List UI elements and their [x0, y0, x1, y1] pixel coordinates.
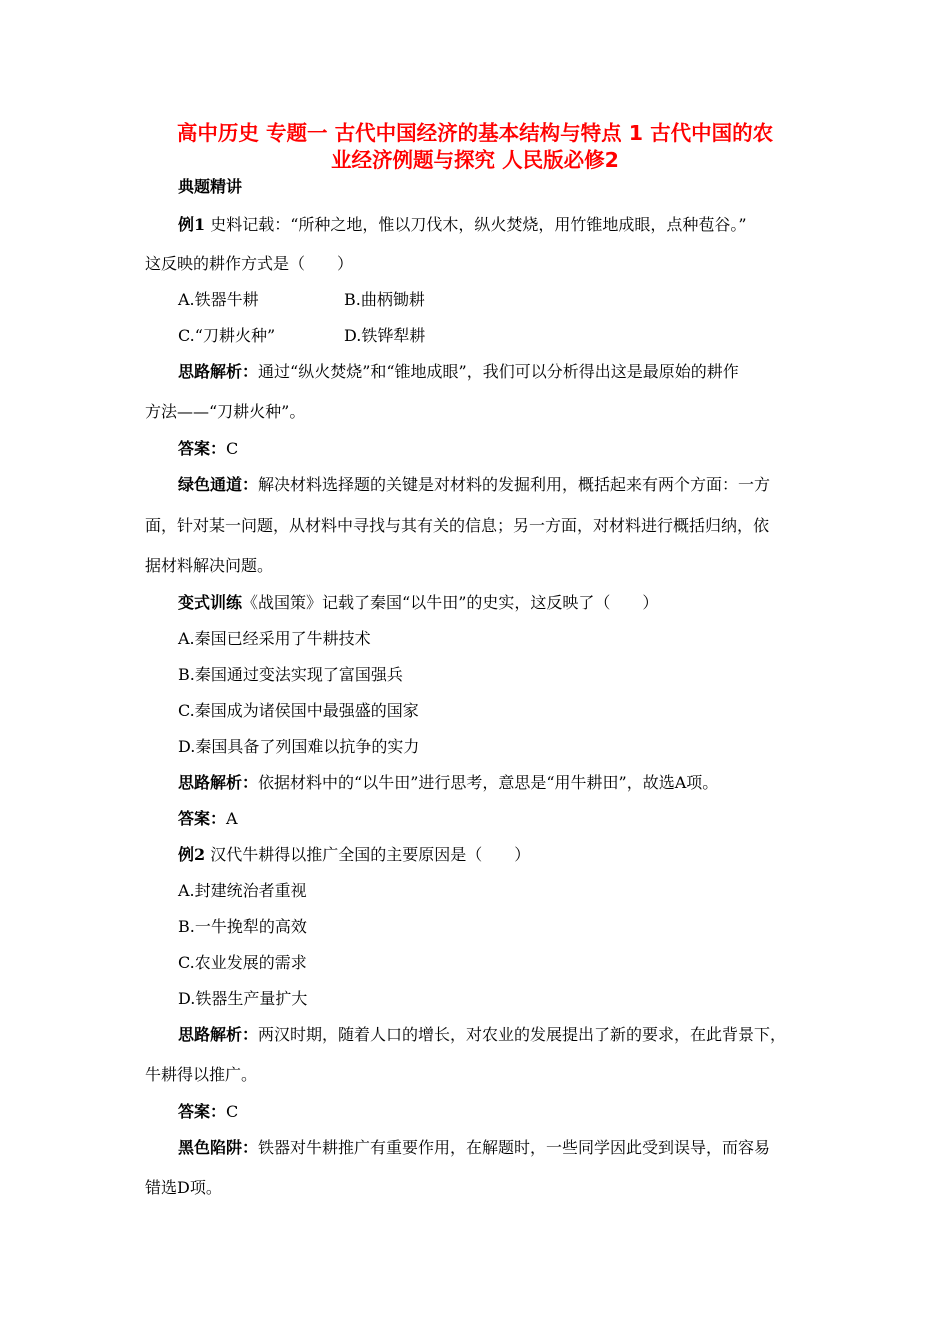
ex1-option-a: A.铁器牛耕 [178, 290, 259, 309]
ex1-option-d: D.铁铧犁耕 [344, 326, 426, 345]
ex1-tip-line2: 面，针对某一问题，从材料中寻找与其有关的信息；另一方面，对材料进行概括归纳，依 [145, 516, 770, 535]
variant-answer-label: 答案： [178, 809, 227, 828]
ex2-analysis-line2: 牛耕得以推广。 [145, 1065, 258, 1084]
variant-analysis-text: 依据材料中的“以牛田”进行思考，意思是“用牛耕田”，故选A项。 [258, 773, 719, 792]
variant-option-c: C.秦国成为诸侯国中最强盛的国家 [178, 701, 419, 720]
variant-stem-text: 《战国策》记载了秦国“以牛田”的史实，这反映了（ ） [242, 593, 659, 612]
ex2-trap-label: 黑色陷阱： [178, 1138, 259, 1157]
ex1-answer-label: 答案： [178, 439, 227, 458]
ex1-tip-line3: 据材料解决问题。 [145, 556, 274, 575]
ex2-answer [178, 1101, 238, 1123]
ex1-analysis-line2: 方法——“刀耕火种”。 [145, 402, 306, 421]
ex1-tip-label: 绿色通道： [178, 475, 259, 494]
ex2-stem-text: 汉代牛耕得以推广全国的主要原因是（ ） [205, 845, 531, 864]
ex1-analysis-label: 思路解析： [178, 362, 259, 381]
title-line-2: 业经济例题与探究 人民版必修2 [331, 148, 619, 172]
ex2-trap-text: 铁器对牛耕推广有重要作用，在解题时，一些同学因此受到误导，而容易 [258, 1138, 771, 1157]
variant-label: 变式训练 [178, 593, 243, 612]
ex2-analysis-text: 两汉时期，随着人口的增长，对农业的发展提出了新的要求，在此背景下， [258, 1025, 787, 1044]
ex1-analysis-text: 通过“纵火焚烧”和“锥地成眼”，我们可以分析得出这是最原始的耕作 [258, 362, 739, 381]
ex2-option-c: C.农业发展的需求 [178, 953, 307, 972]
ex1-stem-line2: 这反映的耕作方式是（ ） [145, 254, 354, 273]
variant-answer [178, 808, 238, 830]
variant-analysis-label: 思路解析： [178, 773, 259, 792]
ex2-trap-line1 [178, 1137, 770, 1159]
variant-answer-value: A [226, 809, 238, 828]
ex1-answer-value: C [226, 439, 239, 458]
variant-option-a: A.秦国已经采用了牛耕技术 [178, 629, 371, 648]
ex2-trap-line2: 错选D项。 [145, 1178, 222, 1197]
ex1-label: 例1 [178, 215, 206, 234]
ex2-analysis-line1 [178, 1024, 786, 1046]
ex2-answer-value: C [226, 1102, 239, 1121]
ex2-option-a: A.封建统治者重视 [178, 881, 307, 900]
variant-option-d: D.秦国具备了列国难以抗争的实力 [178, 737, 420, 756]
ex1-option-c: C.“刀耕火种” [178, 326, 276, 345]
title-line-1: 高中历史 专题一 古代中国经济的基本结构与特点 1 古代中国的农 [176, 121, 774, 145]
ex2-option-d: D.铁器生产量扩大 [178, 989, 308, 1008]
ex1-tip-line1 [178, 474, 770, 496]
variant-stem [178, 592, 658, 614]
section-heading: 典题精讲 [178, 177, 243, 196]
document-title [130, 120, 820, 174]
ex1-tip-text: 解决材料选择题的关键是对材料的发掘利用，概括起来有两个方面：一方 [258, 475, 771, 494]
ex1-stem-line1 [178, 214, 747, 236]
variant-option-b: B.秦国通过变法实现了富国强兵 [178, 665, 403, 684]
ex2-answer-label: 答案： [178, 1102, 227, 1121]
ex1-stem-text: 史料记载：“所种之地，惟以刀伐木，纵火焚烧，用竹锥地成眼，点种苞谷。” [205, 215, 747, 234]
ex1-analysis-line1 [178, 361, 739, 383]
ex2-label: 例2 [178, 845, 206, 864]
variant-analysis [178, 772, 718, 794]
ex2-stem [178, 844, 530, 866]
ex1-answer [178, 438, 238, 460]
ex1-option-b: B.曲柄锄耕 [344, 290, 425, 309]
ex2-analysis-label: 思路解析： [178, 1025, 259, 1044]
ex2-option-b: B.一牛挽犁的高效 [178, 917, 307, 936]
